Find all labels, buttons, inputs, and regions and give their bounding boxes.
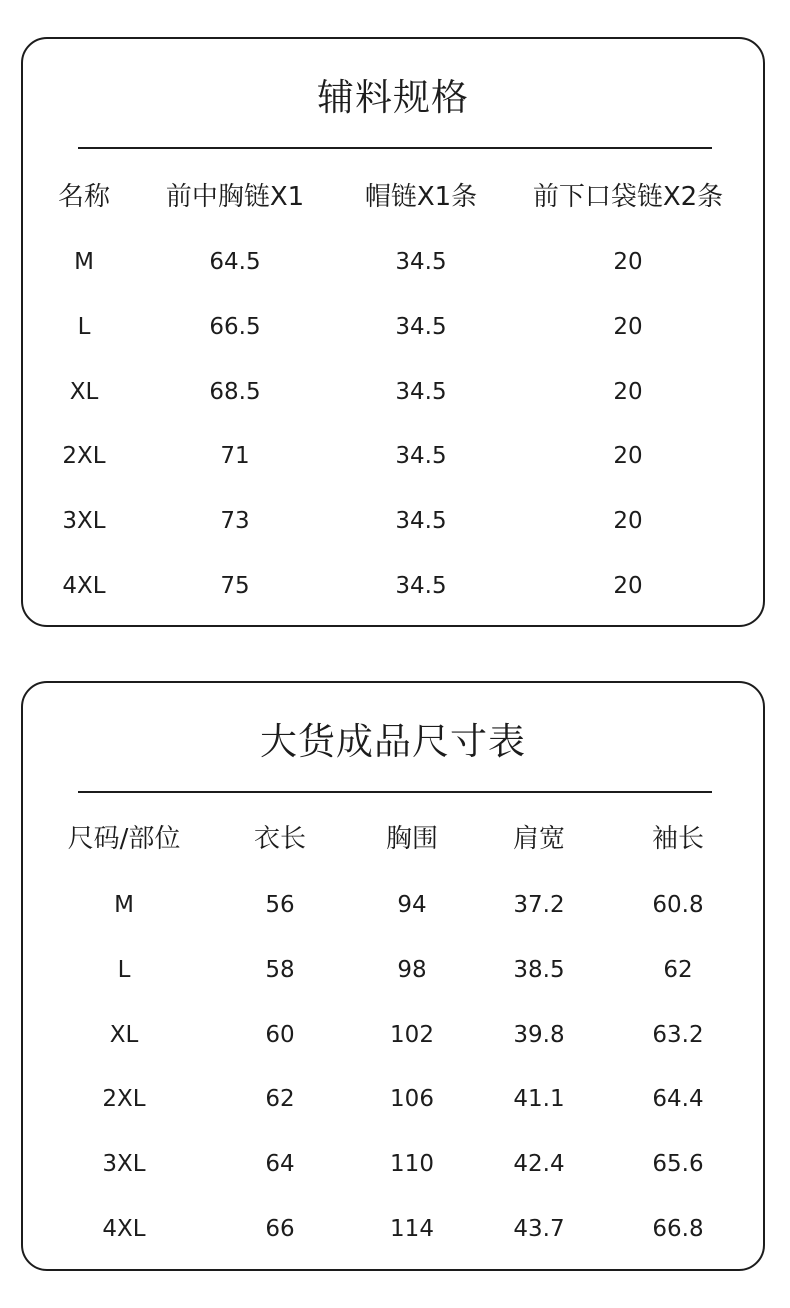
size-chart-title: 大货成品尺寸表 <box>260 720 526 763</box>
table-cell: 41.1 <box>513 1086 565 1113</box>
table-cell: 56 <box>265 892 295 918</box>
table-cell: 34.5 <box>395 508 447 535</box>
table-cell: 62 <box>265 1086 295 1113</box>
table-cell: 68.5 <box>209 378 261 405</box>
table-cell: 66 <box>265 1216 295 1242</box>
table-cell: 73 <box>220 508 250 535</box>
table-cell: 34.5 <box>395 443 447 470</box>
size-label-cell: L <box>117 956 131 983</box>
column-header: 名称 <box>57 182 110 212</box>
table-cell: 94 <box>397 892 427 918</box>
size-chart-divider <box>78 791 712 793</box>
table-cell: 75 <box>220 573 250 599</box>
size-label-cell: XL <box>109 1021 139 1048</box>
column-header: 衣长 <box>253 824 306 854</box>
table-cell: 34.5 <box>395 573 447 599</box>
table-cell: 65.6 <box>652 1151 704 1178</box>
table-cell: 43.7 <box>513 1216 565 1242</box>
table-cell: 98 <box>397 956 427 983</box>
table-cell: 62 <box>663 956 693 983</box>
aux-spec-divider <box>78 147 712 149</box>
table-cell: 20 <box>613 378 643 405</box>
table-cell: 63.2 <box>652 1021 704 1048</box>
column-header: 尺码/部位 <box>67 824 181 854</box>
table-cell: 64.5 <box>209 249 261 275</box>
table-cell: 66.8 <box>652 1216 704 1242</box>
aux-spec-card <box>21 37 765 627</box>
table-cell: 20 <box>613 573 643 599</box>
table-cell: 102 <box>390 1021 434 1048</box>
table-cell: 58 <box>265 956 295 983</box>
size-label-cell: 4XL <box>102 1216 146 1242</box>
table-cell: 20 <box>613 508 643 535</box>
size-label-cell: 3XL <box>102 1151 146 1178</box>
table-cell: 64 <box>265 1151 295 1178</box>
size-chart-card <box>21 681 765 1271</box>
column-header: 帽链X1条 <box>364 182 478 212</box>
table-cell: 34.5 <box>395 249 447 275</box>
column-header: 肩宽 <box>512 824 565 854</box>
aux-spec-title: 辅料规格 <box>317 76 469 119</box>
table-cell: 42.4 <box>513 1151 565 1178</box>
size-label-cell: 4XL <box>62 573 106 599</box>
table-cell: 114 <box>390 1216 434 1242</box>
table-cell: 60 <box>265 1021 295 1048</box>
table-cell: 106 <box>390 1086 434 1113</box>
table-cell: 34.5 <box>395 378 447 405</box>
size-label-cell: XL <box>69 378 99 405</box>
table-cell: 110 <box>390 1151 434 1178</box>
size-label-cell: 3XL <box>62 508 106 535</box>
size-label-cell: L <box>77 313 91 340</box>
table-cell: 39.8 <box>513 1021 565 1048</box>
table-cell: 20 <box>613 249 643 275</box>
table-cell: 66.5 <box>209 313 261 340</box>
table-cell: 60.8 <box>652 892 704 918</box>
table-cell: 64.4 <box>652 1086 704 1113</box>
column-header: 袖长 <box>651 824 704 854</box>
size-label-cell: 2XL <box>102 1086 146 1113</box>
column-header: 前中胸链X1 <box>165 182 305 212</box>
column-header: 前下口袋链X2条 <box>532 182 724 212</box>
size-label-cell: 2XL <box>62 443 106 470</box>
table-cell: 37.2 <box>513 892 565 918</box>
table-cell: 71 <box>220 443 250 470</box>
size-label-cell: M <box>114 892 134 918</box>
table-cell: 20 <box>613 313 643 340</box>
table-cell: 20 <box>613 443 643 470</box>
table-cell: 38.5 <box>513 956 565 983</box>
table-cell: 34.5 <box>395 313 447 340</box>
column-header: 胸围 <box>385 824 438 854</box>
size-label-cell: M <box>74 249 94 275</box>
